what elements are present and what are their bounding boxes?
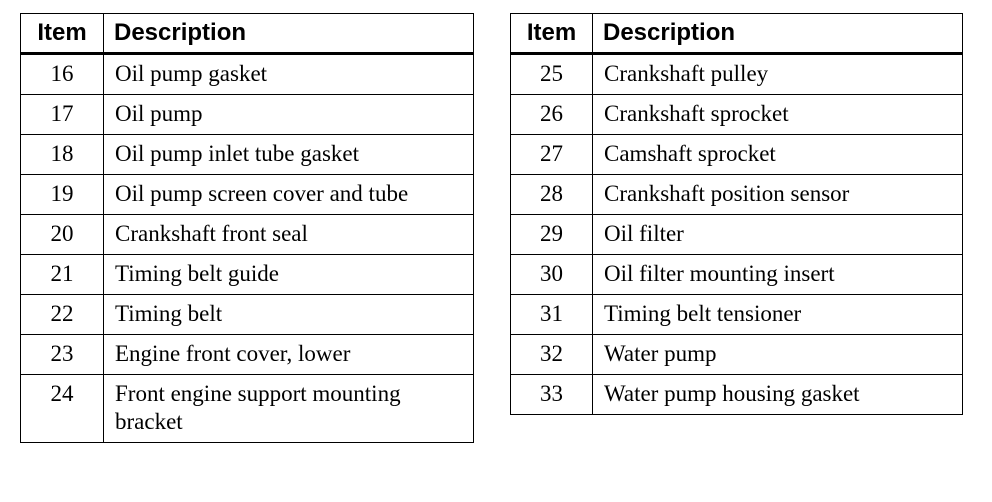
item-number: 20 <box>21 215 104 255</box>
item-number: 18 <box>21 135 104 175</box>
table-row <box>21 295 474 335</box>
item-number: 32 <box>511 335 593 375</box>
table-row <box>511 215 963 255</box>
item-description: Engine front cover, lower <box>104 335 474 375</box>
item-column-header: Item <box>21 14 104 54</box>
item-column-header: Item <box>511 14 593 54</box>
item-description: Camshaft sprocket <box>593 135 963 175</box>
item-description: Crankshaft sprocket <box>593 95 963 135</box>
item-description: Crankshaft pulley <box>593 54 963 95</box>
item-description: Oil filter <box>593 215 963 255</box>
item-number: 23 <box>21 335 104 375</box>
item-description: Timing belt <box>104 295 474 335</box>
item-number: 25 <box>511 54 593 95</box>
item-description: Timing belt guide <box>104 255 474 295</box>
item-number: 24 <box>21 375 104 443</box>
parts-table-left <box>20 13 474 443</box>
item-description: Oil pump inlet tube gasket <box>104 135 474 175</box>
item-description: Oil filter mounting insert <box>593 255 963 295</box>
item-number: 21 <box>21 255 104 295</box>
item-number: 31 <box>511 295 593 335</box>
table-row <box>21 54 474 95</box>
table-row <box>511 135 963 175</box>
header-row <box>511 14 963 54</box>
item-number: 30 <box>511 255 593 295</box>
table-row <box>21 375 474 443</box>
item-description: Oil pump <box>104 95 474 135</box>
item-description: Timing belt tensioner <box>593 295 963 335</box>
item-number: 29 <box>511 215 593 255</box>
table-row <box>21 175 474 215</box>
table-row <box>511 295 963 335</box>
table-row <box>21 135 474 175</box>
item-description: Oil pump screen cover and tube <box>104 175 474 215</box>
description-column-header: Description <box>593 14 963 54</box>
table-row <box>511 375 963 415</box>
table-row <box>21 95 474 135</box>
item-description: Oil pump gasket <box>104 54 474 95</box>
table-row <box>21 335 474 375</box>
item-description: Crankshaft front seal <box>104 215 474 255</box>
table-row <box>511 255 963 295</box>
table-row <box>21 255 474 295</box>
item-number: 26 <box>511 95 593 135</box>
item-number: 33 <box>511 375 593 415</box>
item-description: Water pump <box>593 335 963 375</box>
parts-table-right <box>510 13 963 415</box>
item-number: 28 <box>511 175 593 215</box>
table-row <box>511 175 963 215</box>
item-number: 22 <box>21 295 104 335</box>
table-row <box>511 54 963 95</box>
item-number: 19 <box>21 175 104 215</box>
header-row <box>21 14 474 54</box>
table-row <box>511 95 963 135</box>
item-description: Water pump housing gasket <box>593 375 963 415</box>
table-row <box>21 215 474 255</box>
item-description: Crankshaft position sensor <box>593 175 963 215</box>
table-row <box>511 335 963 375</box>
item-description: Front engine support mounting bracket <box>104 375 474 443</box>
item-number: 27 <box>511 135 593 175</box>
item-number: 17 <box>21 95 104 135</box>
description-column-header: Description <box>104 14 474 54</box>
item-number: 16 <box>21 54 104 95</box>
